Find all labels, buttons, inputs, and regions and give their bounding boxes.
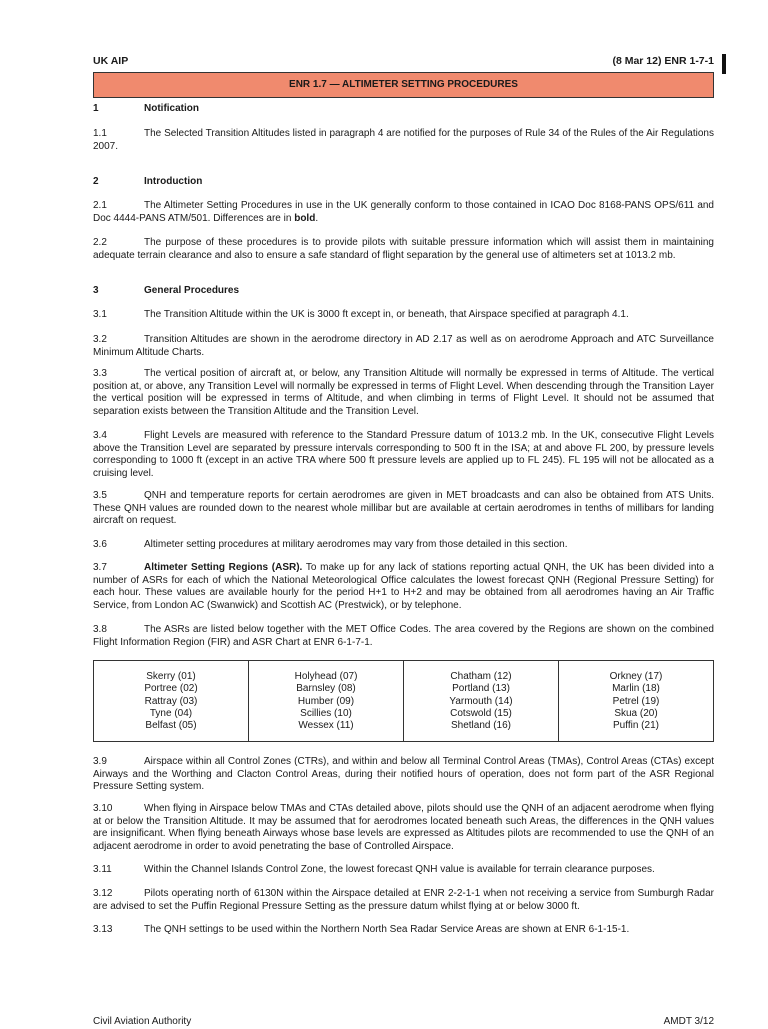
asr-entry: Rattray (03)	[144, 695, 198, 707]
asr-entry: Puffin (21)	[613, 720, 659, 732]
asr-entry: Skerry (01)	[146, 671, 196, 682]
header-publication: UK AIP	[93, 55, 129, 67]
asr-entry: Chatham (12)	[450, 671, 512, 682]
heading-general-procedures: 3 General Procedures	[93, 285, 240, 296]
asr-entry: Belfast (05)	[145, 720, 197, 732]
header-margin-bar	[722, 54, 726, 74]
asr-entry: Barnsley (08)	[296, 683, 356, 695]
asr-entry: Scillies (10)	[300, 707, 352, 719]
asr-entry: Orkney (17)	[609, 671, 663, 682]
paragraph-3-8: 3.8 The ASRs are listed below together with the MET Office Codes. The area covered by the Regions are shown on the combined Flight Information Region (FIR) and ASR Chart at ENR 6-1-7-1.	[93, 624, 714, 648]
document-page	[93, 0, 714, 1027]
asr-entry: Portree (02)	[144, 683, 198, 695]
header-page-ref: (8 Mar 12) ENR 1-7-1	[612, 55, 714, 67]
asr-entry: Tyne (04)	[149, 707, 193, 719]
asr-entry: Wessex (11)	[298, 720, 354, 732]
page-header	[93, 55, 714, 69]
asr-entry: Marlin (18)	[612, 683, 660, 695]
asr-entry: Cotswold (15)	[450, 707, 512, 719]
paragraph-3-7: 3.7 Altimeter Setting Regions (ASR). To make up for any lack of stations reporting actual QNH, the UK has been divided into a number of ASRs for each of which the National Meteorological Office calculates the lowest forecast QNH (Regional Pressure Setting) for each hour. These values are available hourly for the period H+1 to H+2 and may be obtained from all aerodromes having an Air Traffic Service, from London AC (Swanwick) and Scottish AC (Prestwick), or by telephone.	[93, 562, 714, 611]
paragraph-2-2: 2.2 The purpose of these procedures is to provide pilots with suitable pressure information which will assist them in maintaining adequate terrain clearance and also to ensure a safe standard of flight separation by the general use of altimeters set at 1013.2 mb.	[93, 237, 714, 261]
heading-notification: 1 Notification	[93, 103, 199, 114]
paragraph-3-2: 3.2 Transition Altitudes are shown in the aerodrome directory in AD 2.17 as well as on aerodrome Approach and ATC Surveillance Minimum Altitude Charts.	[93, 334, 714, 358]
heading-introduction: 2 Introduction	[93, 176, 203, 187]
asr-entry: Shetland (16)	[450, 720, 512, 732]
paragraph-3-10: 3.10 When flying in Airspace below TMAs and CTAs detailed above, pilots should use the QNH of an adjacent aerodrome when flying at or below the Transition Altitude. It may be assumed that for aerodromes located beneath such Areas, the differences in the QNH values are insignificant. When flying beneath Airways whose base levels are expressed as Altitudes pilots are recommended to use the QNH of an adjacent aerodrome in order to avoid penetrating the base of Controlled Airspace.	[93, 803, 714, 852]
paragraph-3-11: 3.11 Within the Channel Islands Control Zone, the lowest forecast QNH value is available for terrain clearance purposes.	[93, 864, 655, 875]
asr-column-2	[248, 661, 403, 741]
asr-entry: Skua (20)	[614, 707, 658, 719]
asr-column-3	[403, 661, 558, 741]
footer-amendment: AMDT 3/12	[663, 1016, 714, 1027]
paragraph-2-1: 2.1 The Altimeter Setting Procedures in use in the UK generally conform to those contained in ICAO Doc 8168-PANS OPS/611 and Doc 4444-PANS ATM/501. Differences are in bold.	[93, 200, 714, 224]
asr-entry: Humber (09)	[297, 695, 355, 707]
asr-entry: Yarmouth (14)	[449, 695, 513, 707]
paragraph-1-1: 1.1 The Selected Transition Altitudes listed in paragraph 4 are notified for the purposes of Rule 34 of the Rules of the Air Regulations 2007.	[93, 128, 714, 152]
paragraph-3-9: 3.9 Airspace within all Control Zones (CTRs), and within and below all Terminal Control Areas (TMAs), Control Areas (CTAs) except Airways and the Worthing and Clacton Control Areas, during their notified hours of operation, does not form part of the ASR Regional Pressure Setting system.	[93, 756, 714, 792]
asr-column-1	[94, 661, 248, 741]
paragraph-3-13: 3.13 The QNH settings to be used within the Northern North Sea Radar Service Areas are shown at ENR 6-1-15-1.	[93, 924, 630, 935]
asr-entry: Holyhead (07)	[294, 671, 358, 682]
asr-table	[93, 660, 714, 742]
paragraph-3-6: 3.6 Altimeter setting procedures at military aerodromes may vary from those detailed in this section.	[93, 539, 568, 550]
asr-column-4	[558, 661, 713, 741]
paragraph-3-1: 3.1 The Transition Altitude within the UK is 3000 ft except in, or beneath, that Airspace specified at paragraph 4.1.	[93, 309, 629, 320]
paragraph-3-4: 3.4 Flight Levels are measured with reference to the Standard Pressure datum of 1013.2 mb. In the UK, consecutive Flight Levels above the Transition Level are separated by pressure intervals corresponding to 500 ft in the ISA; at and above FL 200, by pressure levels corresponding to 1000 ft (except in an active TRA where 500 ft pressure levels are applied up to FL 245). FL 195 will not be allocated as a cruising level.	[93, 430, 714, 479]
footer-authority: Civil Aviation Authority	[93, 1016, 192, 1027]
paragraph-3-3: 3.3 The vertical position of aircraft at, or below, any Transition Altitude will normally be expressed in terms of Altitude. The vertical position at, or above, any Transition Level will normally be expressed in terms of Flight Level. When descending through the Transition Layer the vertical position will be expressed in terms of Altitude, and when climbing in terms of Flight Level. It should not be assumed that separation exists between the Transition Altitude and the Transition Level.	[93, 368, 714, 417]
section-title-banner: ENR 1.7 — ALTIMETER SETTING PROCEDURES	[93, 72, 714, 98]
paragraph-3-5: 3.5 QNH and temperature reports for certain aerodromes are given in MET broadcasts and can also be obtained from ATS Units. These QNH values are rounded down to the nearest whole millibar but are available at certain aerodromes in tenths of millibars for landing aircraft on request.	[93, 490, 714, 526]
asr-entry: Petrel (19)	[612, 695, 660, 707]
paragraph-3-12: 3.12 Pilots operating north of 6130N within the Airspace detailed at ENR 2-2-1-1 when not receiving a service from Sumburgh Radar are advised to set the Puffin Regional Pressure Setting as the pressure datum whilst flying at or below 3000 ft.	[93, 888, 714, 912]
asr-entry: Portland (13)	[452, 683, 510, 695]
